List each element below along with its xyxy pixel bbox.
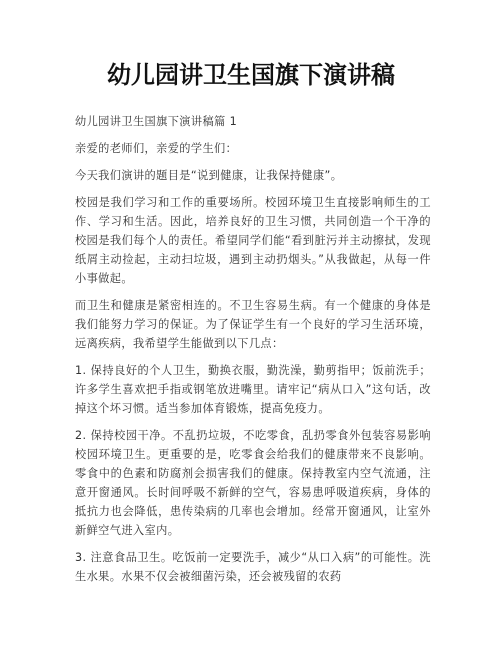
paragraph-heading: 幼儿园讲卫生国旗下演讲稿篇 1 [75, 115, 238, 128]
paragraph-greeting: 亲爱的老师们，亲爱的学生们： [75, 142, 238, 155]
paragraph-point-2: 2. 保持校园干净。不乱扔垃圾，不吃零食，乱扔零食外包装容易影响校园环境卫生。更重要的是，吃零食会给我们的健康带来不良影响。零食中的色素和防腐剂会损害我们的健康。保持教室内空气流通，注意开窗通风。长时间呼吸不新鲜的空气，容易患呼吸道疾病，身体的抵抗力也会降低，患传染病的几率也会增加。经常开窗通风，让室外新鲜空气进入室内。 [75, 429, 431, 537]
paragraph-point-3: 3. 注意食品卫生。吃饭前一定要洗手，减少“从口入病”的可能性。洗生水果。水果不仅会被细菌污染，还会被残留的农药 [75, 551, 431, 583]
paragraph-campus: 校园是我们学习和工作的重要场所。校园环境卫生直接影响师生的工作、学习和生活。因此，培养良好的卫生习惯，共同创造一个干净的校园是我们每个人的责任。希望同学们能“看到脏污并主动擦拭，发现纸屑主动捡起，主动扫垃圾，遇到主动扔烟头。”从我做起，从每一件小事做起。 [75, 196, 431, 285]
paragraph-topic: 今天我们演讲的题目是“说到健康，让我保持健康”。 [75, 169, 343, 182]
paragraph-health: 而卫生和健康是紧密相连的。不卫生容易生病。有一个健康的身体是我们能努力学习的保证。为了保证学生有一个良好的学习生活环境，远离疾病，我希望学生能做到以下几点： [75, 299, 431, 350]
paragraph-point-1: 1. 保持良好的个人卫生，勤换衣服，勤洗澡，勤剪指甲；饭前洗手；许多学生喜欢把手指或钢笔放进嘴里。请牢记“病从口入”这句话，改掉这个坏习惯。适当参加体育锻炼，提高免疫力。 [75, 364, 431, 415]
document-body [75, 112, 431, 594]
document-title: 幼儿园讲卫生国旗下演讲稿 [107, 60, 395, 89]
